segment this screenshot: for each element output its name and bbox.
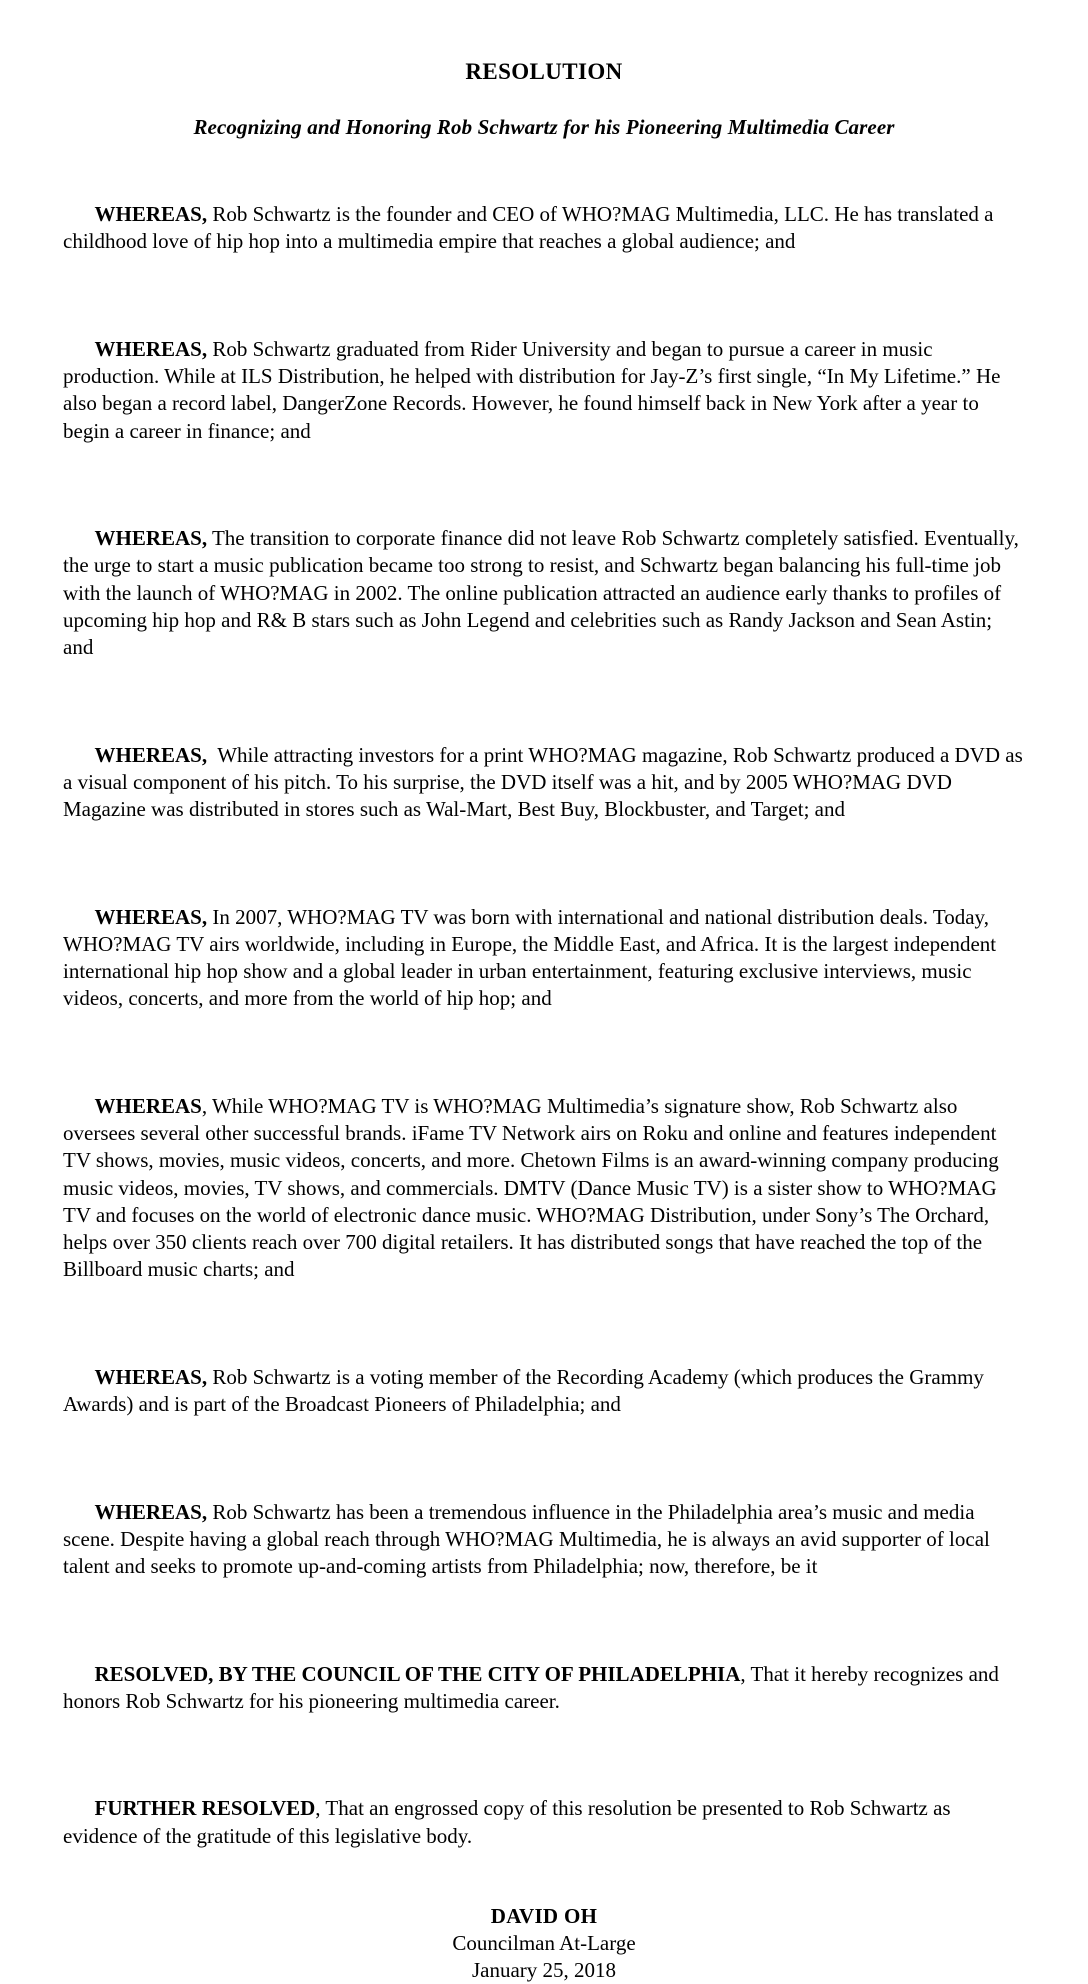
resolved-body: , That it hereby recognizes and honors Rob Schwartz for his pioneering multimedia career. <box>63 1661 1005 1713</box>
clause-body: , While WHO?MAG TV is WHO?MAG Multimedia’s signature show, Rob Schwartz also oversees several other successful brands. iFame TV Network airs on Roku and online and features independent TV shows, movies, music videos, concerts, and more. Chetown Films is an award-winning company producing music videos, movies, TV shows, and commercials. DMTV (Dance Music TV) is a sister show to WHO?MAG TV and focuses on the world of electronic dance music. WHO?MAG Distribution, under Sony’s The Orchard, helps over 350 clients reach over 700 digital retailers. It has distributed songs that have reached the top of the Billboard music charts; and <box>63 1093 1004 1282</box>
clause-body: While attracting investors for a print WHO?MAG magazine, Rob Schwartz produced a DVD as a visual component of his pitch. To his surprise, the DVD itself was a hit, and by 2005 WHO?MAG DVD Magazine was distributed in stores such as Wal-Mart, Best Buy, Blockbuster, and Target; and <box>63 742 1029 822</box>
clause-lead: WHEREAS, <box>94 526 208 551</box>
clause-body: Rob Schwartz is a voting member of the Recording Academy (which produces the Grammy Awards) and is part of the Broadcast Pioneers of Philadelphia; and <box>63 1364 988 1416</box>
clause-lead: WHEREAS, <box>94 1364 208 1389</box>
signature-block <box>63 1903 1025 1984</box>
further-resolved-paragraph <box>63 1768 1025 1877</box>
clause-body: Rob Schwartz is the founder and CEO of WHO?MAG Multimedia, LLC. He has translated a childhood love of hip hop into a multimedia empire that reaches a global audience; and <box>63 202 999 254</box>
clause-lead: WHEREAS, <box>94 742 208 767</box>
clause-list <box>63 174 1029 1877</box>
clause-paragraph <box>63 1066 1025 1311</box>
clause-lead: WHEREAS, <box>94 904 208 929</box>
clause-paragraph <box>63 714 1029 850</box>
clause-lead: WHEREAS, <box>94 202 208 227</box>
clause-paragraph <box>63 174 1025 283</box>
clause-lead: WHEREAS <box>94 1093 202 1118</box>
resolved-paragraph <box>63 1633 1025 1742</box>
clause-body: Rob Schwartz has been a tremendous influence in the Philadelphia area’s music and media scene. Despite having a global reach through WHO?MAG Multimedia, he is always an avid supporter of local talent and seeks to promote up-and-coming artists from Philadelphia; now, therefore, be it <box>63 1499 996 1578</box>
clause-body: The transition to corporate finance did not leave Rob Schwartz completely satisfied. Eventually, the urge to start a music publication became too strong to resist, and Schwartz began balancing his full-time job with the launch of WHO?MAG in 2002. The online publication attracted an audience early thanks to profiles of upcoming hip hop and R& B stars such as John Legend and celebrities such as Randy Jackson and Sean Astin; and <box>63 526 1025 660</box>
resolved-lead: RESOLVED, BY THE COUNCIL OF THE CITY OF PHILADELPHIA <box>94 1661 741 1686</box>
signatory-name: DAVID OH <box>490 1903 598 1928</box>
clause-paragraph <box>63 876 1025 1039</box>
page-title: RESOLUTION <box>465 59 623 84</box>
clause-body: In 2007, WHO?MAG TV was born with international and national distribution deals. Today, WHO?MAG TV airs worldwide, including in Europe, the Middle East, and Africa. It is the largest independent international hip hop show and a global leader in urban entertainment, featuring exclusive interviews, music videos, concerts, and more from the world of hip hop; and <box>63 904 1002 1011</box>
signature-date: January 25, 2018 <box>471 1957 617 1982</box>
further-resolved-lead: FURTHER RESOLVED <box>94 1796 316 1821</box>
clause-body: Rob Schwartz graduated from Rider University and began to pursue a career in music production. While at ILS Distribution, he helped with distribution for Jay-Z’s first single, “In My Lifetime.” He also began a record label, DangerZone Records. However, he found himself back in New York after a year to begin a career in finance; and <box>63 337 1006 443</box>
clause-paragraph <box>63 1471 1025 1607</box>
clause-lead: WHEREAS, <box>94 1499 208 1524</box>
clause-paragraph <box>63 1337 1025 1446</box>
clause-paragraph <box>63 309 1025 472</box>
clause-paragraph <box>63 498 1025 688</box>
signatory-role: Councilman At-Large <box>452 1930 636 1955</box>
further-resolved-body: , That an engrossed copy of this resolution be presented to Rob Schwartz as evidence of the gratitude of this legislative body. <box>63 1796 956 1848</box>
clause-lead: WHEREAS, <box>94 337 208 362</box>
page-subtitle: Recognizing and Honoring Rob Schwartz for his Pioneering Multimedia Career <box>193 115 895 139</box>
